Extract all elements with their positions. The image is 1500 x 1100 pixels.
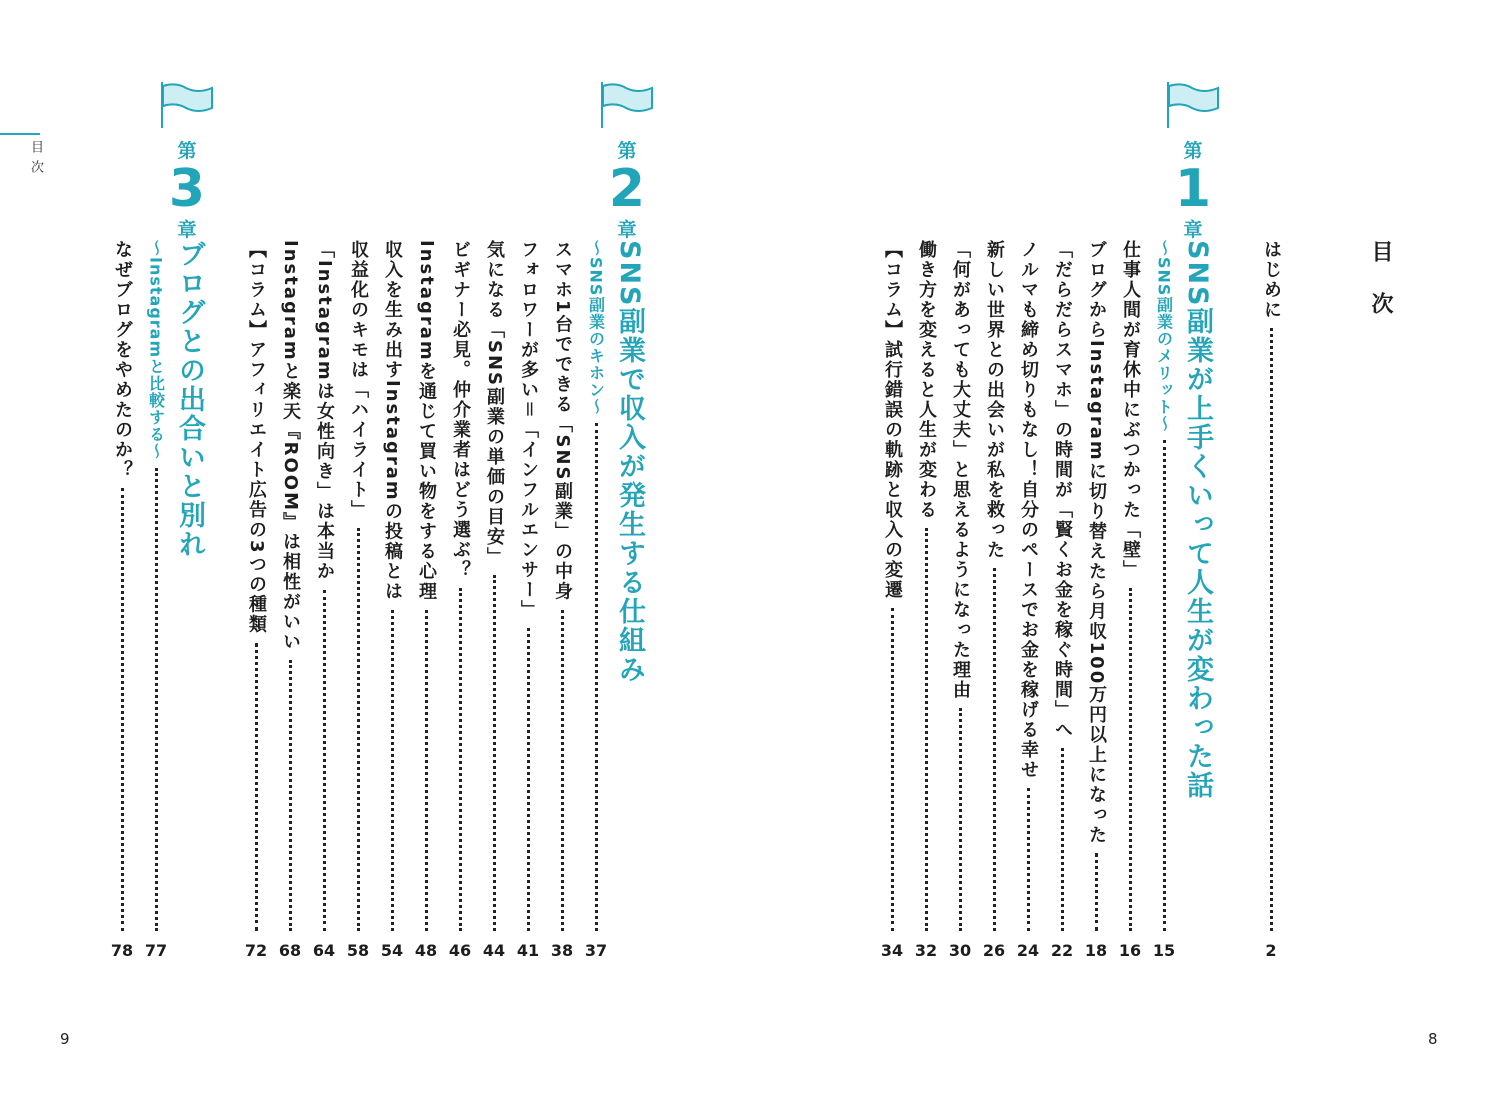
leader-dots <box>1270 328 1273 931</box>
toc-entry[interactable] <box>480 240 508 960</box>
toc-entry[interactable] <box>548 240 576 960</box>
entry-page: 48 <box>414 941 438 960</box>
leader-dots <box>993 568 996 931</box>
chapter-number: 2 <box>608 159 646 219</box>
entry-title: はじめに <box>1261 240 1282 320</box>
entry-title: 【コラム】試行錯誤の軌跡と収入の変遷 <box>882 240 903 600</box>
entry-page: 24 <box>1016 941 1040 960</box>
chapter-subtitle: ～SNS副業のキホン～ <box>586 240 606 416</box>
toc-entry[interactable] <box>378 240 406 960</box>
leader-dots <box>959 708 962 931</box>
entry-title: 働き方を変えると人生が変わる <box>916 240 937 520</box>
entry-page: 30 <box>948 941 972 960</box>
chapter-dai: 第 <box>1183 140 1203 162</box>
leader-dots <box>595 423 598 931</box>
leader-dots <box>925 528 928 931</box>
entry-title: Instagramと楽天『ROOM』は相性がいい <box>280 240 301 653</box>
leader-dots <box>391 610 394 931</box>
entry-page: 32 <box>914 941 938 960</box>
entry-title: ブログからInstagramに切り替えたら月収100万円以上になった <box>1086 240 1107 846</box>
toc-entry[interactable] <box>310 240 338 960</box>
leader-dots <box>121 488 124 931</box>
leader-dots <box>357 528 360 931</box>
page-number-left: 9 <box>60 1030 70 1048</box>
leader-dots <box>561 610 564 931</box>
entry-page: 22 <box>1050 941 1074 960</box>
toc-entry[interactable] <box>878 240 906 960</box>
toc-entry[interactable] <box>242 240 270 960</box>
chapter-1-mark <box>1158 80 1228 242</box>
leader-dots <box>1095 853 1098 931</box>
toc-entry[interactable] <box>946 240 974 960</box>
chapter-sho: 章 <box>1183 219 1203 241</box>
toc-entry[interactable] <box>1048 240 1076 960</box>
entry-title: ノルマも締め切りもなし！自分のペースでお金を稼げる幸せ <box>1018 240 1039 780</box>
leader-dots <box>493 575 496 931</box>
entry-page: 77 <box>144 941 168 960</box>
leader-dots <box>527 628 530 931</box>
entry-title: 「だらだらスマホ」の時間が「賢くお金を稼ぐ時間」へ <box>1052 240 1073 740</box>
entry-page: 46 <box>448 941 472 960</box>
leader-dots <box>1027 788 1030 931</box>
entry-title: 収益化のキモは「ハイライト」 <box>348 240 369 520</box>
entry-page: 2 <box>1265 941 1277 960</box>
entry-page: 38 <box>550 941 574 960</box>
entry-title: 気になる「SNS副業の単価の目安」 <box>484 240 505 567</box>
entry-title: 仕事人間が育休中にぶつかった「壁」 <box>1120 240 1141 580</box>
toc-entry[interactable] <box>108 240 136 960</box>
leader-dots <box>1129 588 1132 931</box>
leader-dots <box>425 610 428 931</box>
chapter-sho: 章 <box>617 219 637 241</box>
leader-dots <box>459 588 462 931</box>
toc-entry[interactable] <box>1116 240 1144 960</box>
chapter-number: 3 <box>168 159 206 219</box>
chapter-dai: 第 <box>617 140 637 162</box>
leader-dots <box>289 660 292 931</box>
page-number-right: 8 <box>1428 1030 1438 1048</box>
entry-page: 78 <box>110 941 134 960</box>
entry-page: 58 <box>346 941 370 960</box>
entry-title: 新しい世界との出会いが私を救った <box>984 240 1005 560</box>
toc-entry[interactable] <box>344 240 372 960</box>
chapter-subtitle: ～SNS副業のメリット～ <box>1154 240 1174 433</box>
entry-title: Instagramを通じて買い物をする心理 <box>416 240 437 602</box>
leader-dots <box>155 468 158 931</box>
chapter-sho: 章 <box>177 219 197 241</box>
entry-page: 64 <box>312 941 336 960</box>
entry-title: 「Instagramは女性向き」は本当か <box>314 240 335 582</box>
flag-icon <box>596 80 658 130</box>
chapter-2-mark <box>592 80 662 242</box>
chapter-subtitle: ～Instagramと比較する～ <box>146 240 166 461</box>
entry-page: 26 <box>982 941 1006 960</box>
toc-entry-preface[interactable] <box>1257 240 1285 960</box>
toc-entry-chapter-1-subtitle[interactable] <box>1150 240 1178 960</box>
entry-title: フォロワーが多い＝「インフルエンサー」 <box>518 240 539 620</box>
leader-dots <box>1163 440 1166 931</box>
chapter-1-title: SNS副業が上手くいって人生が変わった話 <box>1182 240 1213 801</box>
side-label: 目次 <box>28 140 43 180</box>
entry-title: スマホ1台でできる「SNS副業」の中身 <box>552 240 573 602</box>
leader-dots <box>323 590 326 931</box>
entry-title: 【コラム】アフィリエイト広告の3つの種類 <box>246 240 267 635</box>
entry-page: 34 <box>880 941 904 960</box>
chapter-3-mark <box>152 80 222 242</box>
entry-title: 「何があっても大丈夫」と思えるようになった理由 <box>950 240 971 700</box>
toc-entry[interactable] <box>912 240 940 960</box>
entry-title: ビギナー必見。仲介業者はどう選ぶ？ <box>450 240 471 580</box>
toc-entry[interactable] <box>412 240 440 960</box>
entry-page: 16 <box>1118 941 1142 960</box>
entry-title: 収入を生み出すInstagramの投稿とは <box>382 240 403 602</box>
toc-entry-chapter-2-subtitle[interactable] <box>582 240 610 960</box>
entry-page: 54 <box>380 941 404 960</box>
entry-page: 18 <box>1084 941 1108 960</box>
chapter-number: 1 <box>1174 159 1212 219</box>
entry-page: 72 <box>244 941 268 960</box>
toc-entry-chapter-3-subtitle[interactable] <box>142 240 170 960</box>
entry-page: 68 <box>278 941 302 960</box>
entry-page: 41 <box>516 941 540 960</box>
toc-entry[interactable] <box>446 240 474 960</box>
entry-page: 15 <box>1152 941 1176 960</box>
toc-entry[interactable] <box>980 240 1008 960</box>
toc-entry[interactable] <box>1082 240 1110 960</box>
section-tab-marker <box>0 133 40 135</box>
entry-title: なぜブログをやめたのか？ <box>112 240 133 480</box>
flag-icon <box>156 80 218 130</box>
leader-dots <box>255 643 258 931</box>
leader-dots <box>1061 748 1064 931</box>
toc-entry[interactable] <box>514 240 542 960</box>
toc-entry[interactable] <box>276 240 304 960</box>
entry-page: 44 <box>482 941 506 960</box>
toc-heading: 目次 <box>1368 240 1393 344</box>
toc-entry[interactable] <box>1014 240 1042 960</box>
chapter-dai: 第 <box>177 140 197 162</box>
entry-page: 37 <box>584 941 608 960</box>
flag-icon <box>1162 80 1224 130</box>
leader-dots <box>891 608 894 931</box>
chapter-3-title: ブログとの出合いと別れ <box>174 240 205 559</box>
chapter-2-title: SNS副業で収入が発生する仕組み <box>614 240 645 685</box>
